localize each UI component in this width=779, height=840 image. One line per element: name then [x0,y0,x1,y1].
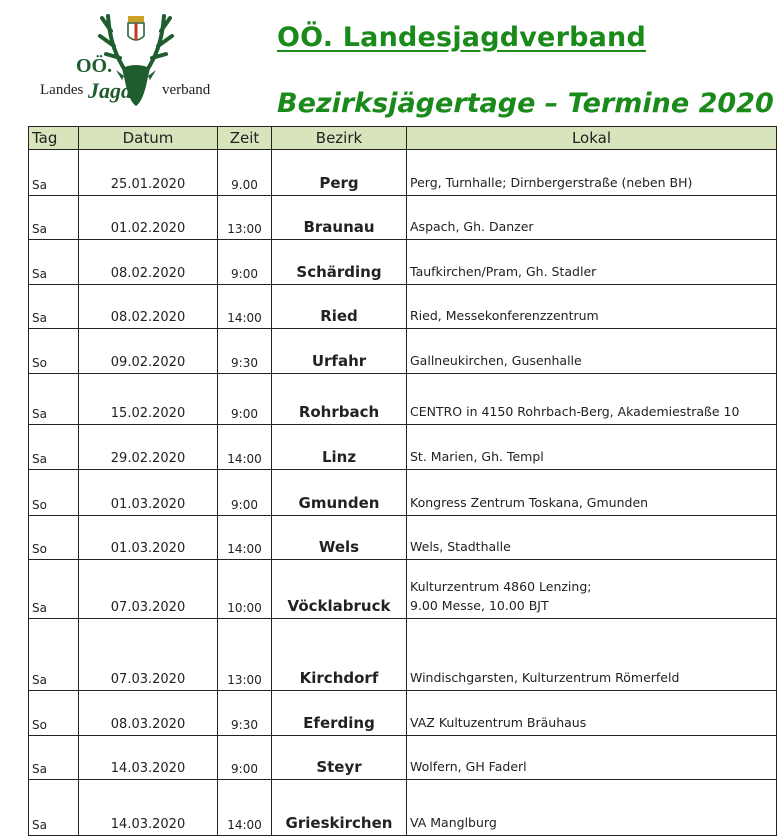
cell-lokal: Taufkirchen/Pram, Gh. Stadler [407,240,777,285]
cell-zeit: 9:00 [218,374,272,425]
cell-bezirk: Wels [272,516,407,560]
cell-lokal: VA Manglburg [407,780,777,836]
cell-bezirk: Linz [272,425,407,470]
table-row [29,560,777,619]
cell-datum: 01.03.2020 [79,470,218,516]
logo-verband-text: verband [162,82,211,98]
logo-jagd-text: Jagd [88,78,132,103]
cell-lokal: CENTRO in 4150 Rohrbach-Berg, Akademiestraße 10 [407,374,777,425]
landesjagdverband-logo [36,6,226,116]
organization-title: OÖ. Landesjagdverband [277,22,646,53]
cell-zeit: 9.00 [218,150,272,196]
document-title: Bezirksjägertage – Termine 2020 [277,88,774,119]
cell-zeit: 14:00 [218,516,272,560]
cell-zeit: 10:00 [218,560,272,619]
table-row [29,516,777,560]
cell-datum: 14.03.2020 [79,736,218,780]
cell-zeit: 9:00 [218,470,272,516]
cell-datum: 25.01.2020 [79,150,218,196]
column-header-bezirk: Bezirk [272,127,407,150]
cell-datum: 08.03.2020 [79,691,218,736]
cell-lokal: Ried, Messekonferenzzentrum [407,285,777,329]
cell-bezirk: Eferding [272,691,407,736]
cell-bezirk: Urfahr [272,329,407,374]
table-row [29,780,777,836]
cell-lokal: Aspach, Gh. Danzer [407,196,777,240]
cell-bezirk: Kirchdorf [272,619,407,691]
table-row [29,329,777,374]
cell-lokal: VAZ Kultuzentrum Bräuhaus [407,691,777,736]
table-row [29,196,777,240]
cell-tag: Sa [29,425,79,470]
cell-lokal: Wels, Stadthalle [407,516,777,560]
coat-of-arms-icon [128,16,144,40]
schedule-table [28,126,777,836]
cell-tag: Sa [29,374,79,425]
column-header-lokal: Lokal [407,127,777,150]
cell-zeit: 9:30 [218,329,272,374]
cell-lokal: Perg, Turnhalle; Dirnbergerstraße (neben BH) [407,150,777,196]
cell-bezirk: Steyr [272,736,407,780]
cell-bezirk: Braunau [272,196,407,240]
cell-datum: 09.02.2020 [79,329,218,374]
cell-datum: 07.03.2020 [79,560,218,619]
cell-zeit: 13:00 [218,196,272,240]
cell-datum: 29.02.2020 [79,425,218,470]
logo-oo-text: OÖ. [76,55,113,77]
cell-bezirk: Schärding [272,240,407,285]
cell-tag: Sa [29,240,79,285]
cell-zeit: 14:00 [218,285,272,329]
table-header-row [29,127,777,150]
table-row [29,240,777,285]
cell-bezirk: Grieskirchen [272,780,407,836]
cell-zeit: 13:00 [218,619,272,691]
cell-tag: Sa [29,736,79,780]
cell-datum: 08.02.2020 [79,240,218,285]
cell-tag: So [29,470,79,516]
column-header-zeit: Zeit [218,127,272,150]
cell-lokal: Kulturzentrum 4860 Lenzing; 9.00 Messe, 10.00 BJT [407,560,777,619]
cell-zeit: 9:00 [218,240,272,285]
cell-bezirk: Rohrbach [272,374,407,425]
table-row [29,691,777,736]
cell-lokal: Wolfern, GH Faderl [407,736,777,780]
cell-tag: Sa [29,560,79,619]
table-row [29,425,777,470]
table-row [29,736,777,780]
table-row [29,619,777,691]
table-row [29,285,777,329]
cell-zeit: 9:30 [218,691,272,736]
cell-lokal: Gallneukirchen, Gusenhalle [407,329,777,374]
column-header-tag: Tag [29,127,79,150]
cell-lokal: Kongress Zentrum Toskana, Gmunden [407,470,777,516]
cell-lokal: Windischgarsten, Kulturzentrum Römerfeld [407,619,777,691]
cell-tag: So [29,329,79,374]
cell-datum: 15.02.2020 [79,374,218,425]
cell-tag: Sa [29,285,79,329]
cell-tag: Sa [29,150,79,196]
cell-bezirk: Ried [272,285,407,329]
cell-zeit: 14:00 [218,425,272,470]
cell-tag: So [29,516,79,560]
cell-tag: So [29,691,79,736]
cell-bezirk: Gmunden [272,470,407,516]
logo-landes-text: Landes [40,82,84,98]
table-row [29,470,777,516]
table-row [29,150,777,196]
table-row [29,374,777,425]
cell-zeit: 14:00 [218,780,272,836]
cell-tag: Sa [29,780,79,836]
cell-datum: 08.02.2020 [79,285,218,329]
cell-datum: 01.03.2020 [79,516,218,560]
cell-lokal: St. Marien, Gh. Templ [407,425,777,470]
cell-bezirk: Perg [272,150,407,196]
cell-datum: 14.03.2020 [79,780,218,836]
cell-bezirk: Vöcklabruck [272,560,407,619]
column-header-datum: Datum [79,127,218,150]
cell-datum: 01.02.2020 [79,196,218,240]
cell-datum: 07.03.2020 [79,619,218,691]
cell-tag: Sa [29,619,79,691]
cell-zeit: 9:00 [218,736,272,780]
cell-tag: Sa [29,196,79,240]
